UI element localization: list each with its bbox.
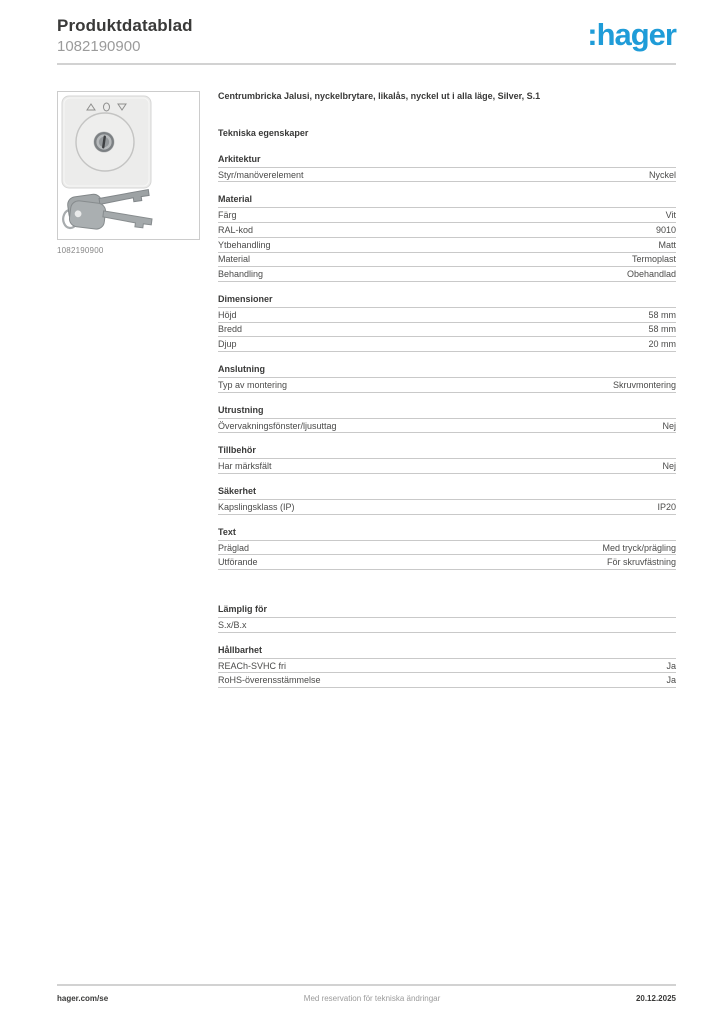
- product-photo: [57, 91, 200, 240]
- spec-label: RAL-kod: [218, 225, 254, 236]
- spec-label: Utförande: [218, 557, 258, 568]
- spec-label: Styr/manöverelement: [218, 169, 304, 180]
- spec-value: Ja: [666, 660, 676, 671]
- spec-section-heading: Dimensioner: [218, 293, 676, 308]
- key-switch-illustration: [58, 92, 199, 239]
- specs-heading: Tekniska egenskaper: [218, 127, 309, 138]
- spec-value: Nyckel: [648, 169, 676, 180]
- spec-label: S.x/B.x: [218, 619, 247, 630]
- specs-column: [218, 91, 676, 688]
- spec-label: Ytbehandling: [218, 239, 271, 250]
- spec-label: Övervakningsfönster/ljusuttag: [218, 420, 337, 431]
- spec-section-heading: Arkitektur: [218, 153, 676, 168]
- spec-section: [218, 603, 676, 633]
- footer-date: 20.12.2025: [635, 994, 676, 1003]
- spec-row: [218, 500, 676, 515]
- spec-row: [218, 659, 676, 674]
- spec-section: [218, 485, 676, 515]
- spec-section-heading: Anslutning: [218, 363, 676, 378]
- photo-caption: 1082190900: [57, 246, 104, 255]
- spec-section: [218, 404, 676, 434]
- header-divider: [57, 63, 676, 65]
- spec-section-heading: Hållbarhet: [218, 644, 676, 659]
- spec-row: [218, 308, 676, 323]
- spec-label: Kapslingsklass (IP): [218, 501, 295, 512]
- spec-row: [218, 673, 676, 688]
- spec-value: 58 mm: [648, 324, 676, 335]
- spec-label: Höjd: [218, 309, 237, 320]
- spec-value: Obehandlad: [626, 269, 676, 280]
- spec-row: [218, 419, 676, 434]
- spec-row: [218, 378, 676, 393]
- spec-section: [218, 193, 676, 281]
- spec-row: [218, 238, 676, 253]
- spec-section: [218, 153, 676, 183]
- spec-section: [218, 644, 676, 688]
- spec-row: [218, 555, 676, 570]
- page-title: Produktdatablad: [57, 16, 193, 35]
- main-content: [57, 91, 676, 688]
- spec-value: Nej: [662, 420, 676, 431]
- spec-section: [218, 444, 676, 474]
- spec-row: [218, 618, 676, 633]
- spec-row: [218, 323, 676, 338]
- spec-label: Material: [218, 254, 251, 265]
- spec-label: Behandling: [218, 269, 264, 280]
- spec-row: [218, 541, 676, 556]
- spec-label: Färg: [218, 210, 237, 221]
- spec-row: [218, 253, 676, 268]
- spec-value: Ja: [666, 675, 676, 686]
- spec-value: 58 mm: [648, 309, 676, 320]
- spec-section: [218, 526, 676, 570]
- spec-sections: [218, 153, 676, 688]
- header-titles: [57, 16, 193, 55]
- spec-row: [218, 459, 676, 474]
- spec-label: Har märksfält: [218, 461, 272, 472]
- key-switch-plate: [62, 96, 151, 188]
- spec-value: Med tryck/prägling: [602, 542, 676, 553]
- spec-value: Skruvmontering: [612, 379, 676, 390]
- spec-label: RoHS-överensstämmelse: [218, 675, 321, 686]
- spec-row: [218, 208, 676, 223]
- spec-value: Termoplast: [631, 254, 676, 265]
- spec-section-heading: Utrustning: [218, 404, 676, 419]
- spec-label: Bredd: [218, 324, 243, 335]
- spec-section-heading: Säkerhet: [218, 485, 676, 500]
- spec-section: [218, 293, 676, 352]
- spec-value: 9010: [655, 225, 676, 236]
- footer-disclaimer: Med reservation för tekniska ändringar: [303, 994, 441, 1003]
- spec-section-heading: Text: [218, 526, 676, 541]
- spec-value: För skruvfästning: [606, 557, 676, 568]
- spec-label: Djup: [218, 339, 237, 350]
- spec-row: [218, 168, 676, 183]
- product-photo-column: [57, 91, 200, 255]
- spec-section: [218, 363, 676, 393]
- key-lower: [69, 200, 154, 236]
- keys-illustration: [63, 187, 153, 236]
- spec-section-heading: Material: [218, 193, 676, 208]
- key-cylinder: [94, 132, 115, 153]
- hager-logo: :hager: [587, 17, 676, 52]
- spec-label: REACh-SVHC fri: [218, 660, 287, 671]
- spec-value: IP20: [657, 501, 676, 512]
- spec-section-heading: Tillbehör: [218, 444, 676, 459]
- spec-value: 20 mm: [648, 339, 676, 350]
- spec-row: [218, 267, 676, 282]
- spec-label: Typ av montering: [218, 379, 288, 390]
- product-reference-number: 1082190900: [57, 38, 141, 55]
- spec-label: Präglad: [218, 542, 250, 553]
- spec-value: Nej: [662, 461, 676, 472]
- spec-row: [218, 223, 676, 238]
- footer: [57, 984, 676, 1003]
- spec-section-heading: Lämplig för: [218, 603, 676, 618]
- header: [57, 16, 676, 55]
- product-description: Centrumbricka Jalusi, nyckelbrytare, likalås, nyckel ut i alla läge, Silver, S.1: [218, 91, 541, 101]
- spec-value: Vit: [665, 210, 676, 221]
- footer-website: hager.com/se: [57, 994, 109, 1003]
- spec-value: Matt: [658, 239, 676, 250]
- spec-row: [218, 337, 676, 352]
